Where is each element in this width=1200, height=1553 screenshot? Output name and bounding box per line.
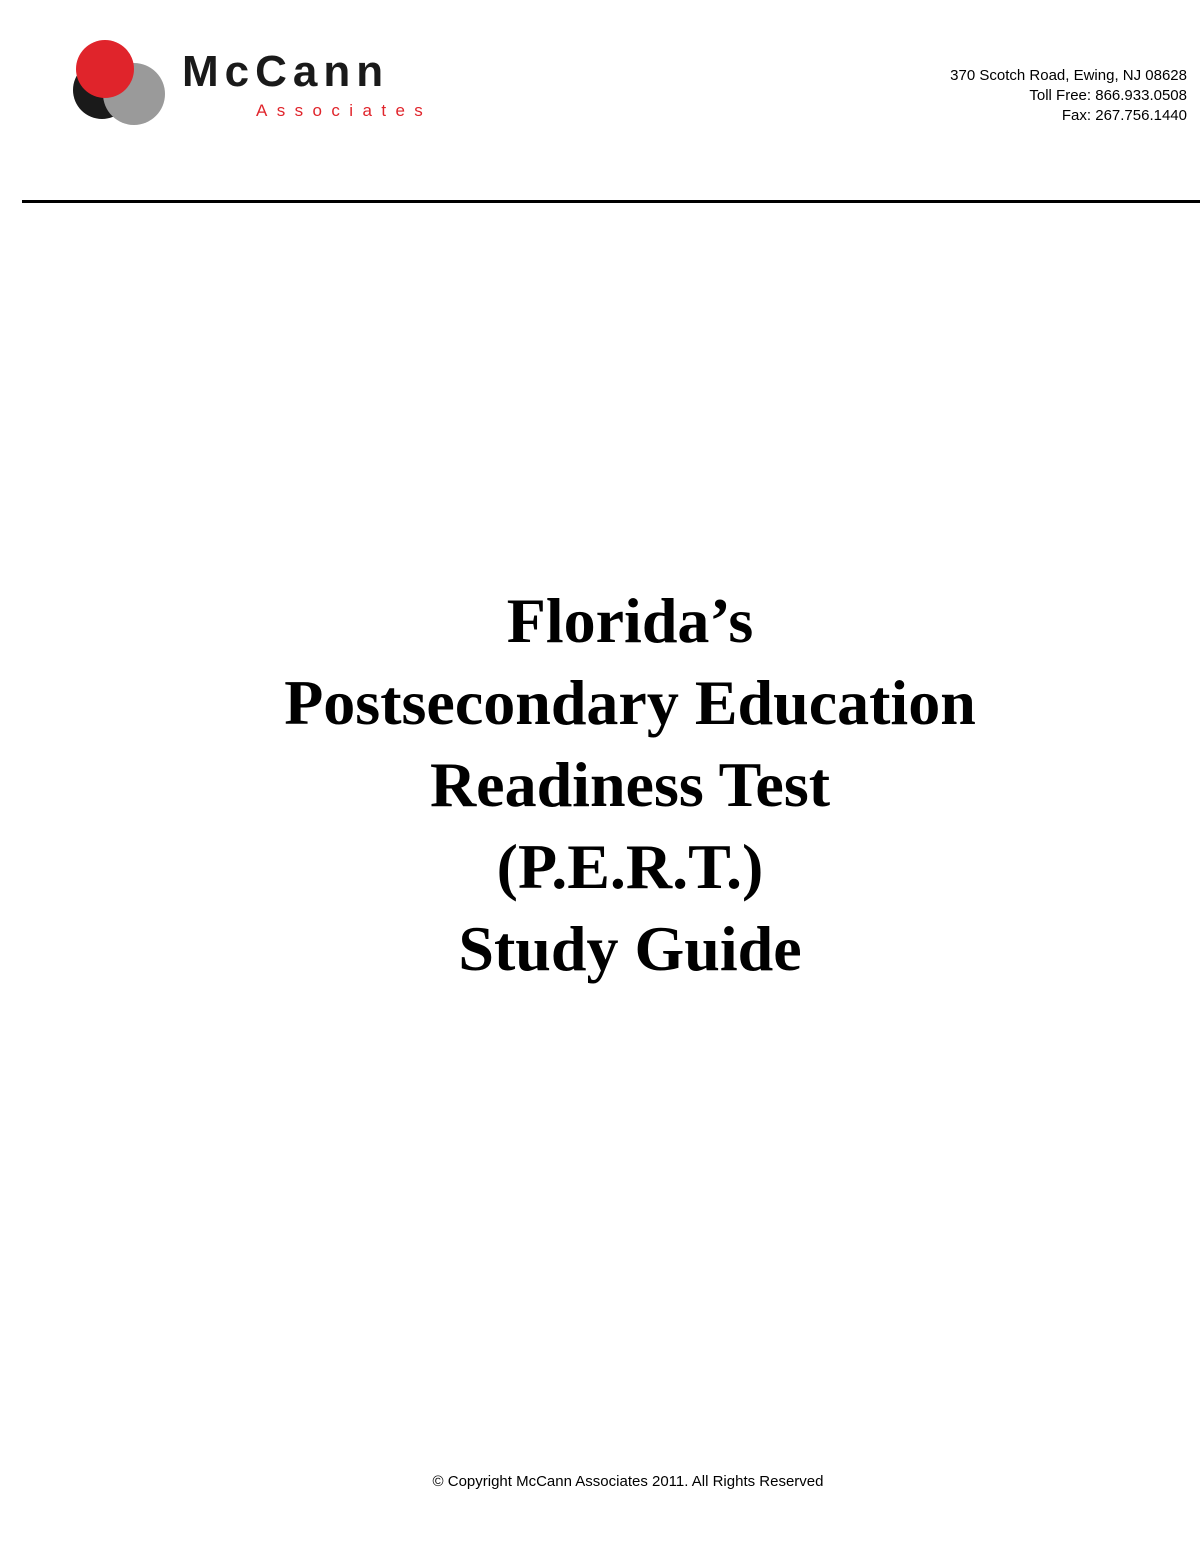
contact-block: [950, 66, 1187, 126]
logo-name: McCann: [182, 47, 390, 96]
copyright-notice: © Copyright McCann Associates 2011. All Rights Reserved: [432, 1473, 824, 1490]
title-line-4: (P.E.R.T.): [496, 831, 764, 902]
contact-fax: Fax: 267.756.1440: [1061, 107, 1187, 124]
document-title: [130, 580, 1130, 990]
title-line-5: Study Guide: [458, 913, 802, 984]
header-divider: [22, 200, 1200, 203]
company-logo: [72, 38, 452, 130]
contact-toll-free: Toll Free: 866.933.0508: [1029, 87, 1187, 104]
title-line-3: Readiness Test: [429, 749, 831, 820]
contact-address: 370 Scotch Road, Ewing, NJ 08628: [950, 67, 1187, 84]
title-line-1: Florida’s: [506, 585, 754, 656]
logo-circles-icon: [72, 38, 168, 130]
title-line-2: Postsecondary Education: [284, 667, 976, 738]
logo-subtitle: Associates: [256, 101, 433, 120]
logo-red-circle: [76, 40, 134, 98]
